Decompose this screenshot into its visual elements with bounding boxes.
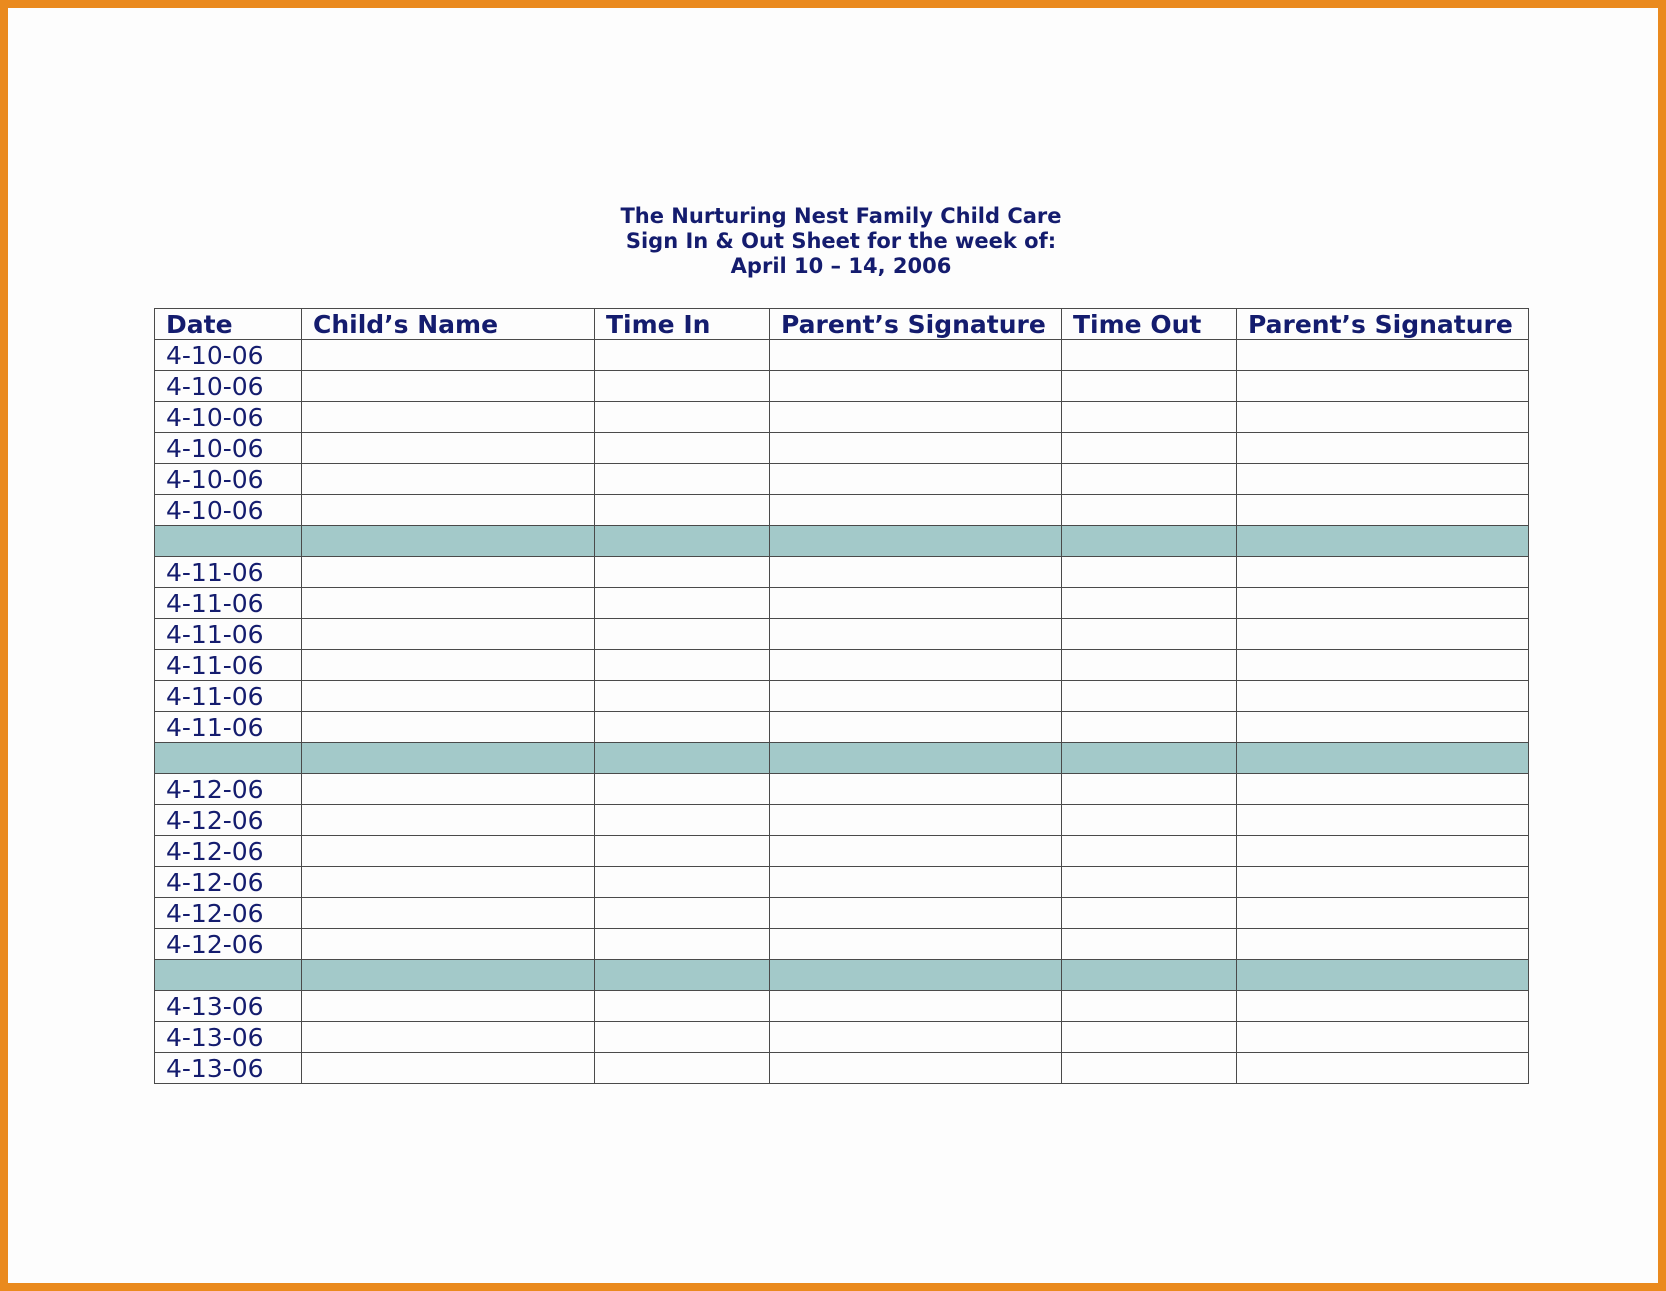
childs-name-cell[interactable] — [302, 402, 595, 433]
childs-name-cell[interactable] — [302, 898, 595, 929]
parent-signature-out-cell[interactable] — [1237, 464, 1529, 495]
childs-name-cell — [302, 960, 595, 991]
column-header-parents-signature-out: Parent’s Signature — [1237, 309, 1529, 340]
table-row — [155, 1022, 1529, 1053]
parent-signature-out-cell — [1237, 526, 1529, 557]
table-row — [155, 464, 1529, 495]
date-cell: 4-13-06 — [155, 1053, 302, 1084]
childs-name-cell[interactable] — [302, 619, 595, 650]
time-out-cell[interactable] — [1062, 402, 1237, 433]
childs-name-cell — [302, 526, 595, 557]
childs-name-cell[interactable] — [302, 712, 595, 743]
parent-signature-out-cell[interactable] — [1237, 557, 1529, 588]
time-out-cell[interactable] — [1062, 774, 1237, 805]
time-out-cell[interactable] — [1062, 929, 1237, 960]
parent-signature-out-cell[interactable] — [1237, 805, 1529, 836]
childs-name-cell[interactable] — [302, 1053, 595, 1084]
time-out-cell[interactable] — [1062, 371, 1237, 402]
parent-signature-out-cell[interactable] — [1237, 681, 1529, 712]
table-row — [155, 867, 1529, 898]
time-out-cell[interactable] — [1062, 712, 1237, 743]
time-out-cell[interactable] — [1062, 681, 1237, 712]
date-cell: 4-11-06 — [155, 650, 302, 681]
time-in-cell — [595, 526, 770, 557]
sign-in-out-table — [154, 308, 1529, 1084]
time-in-cell[interactable] — [595, 619, 770, 650]
parent-signature-out-cell[interactable] — [1237, 867, 1529, 898]
time-out-cell[interactable] — [1062, 1053, 1237, 1084]
time-out-cell[interactable] — [1062, 867, 1237, 898]
time-out-cell[interactable] — [1062, 464, 1237, 495]
time-out-cell[interactable] — [1062, 991, 1237, 1022]
date-cell: 4-12-06 — [155, 898, 302, 929]
childs-name-cell[interactable] — [302, 867, 595, 898]
table-row — [155, 991, 1529, 1022]
time-out-cell[interactable] — [1062, 557, 1237, 588]
date-cell — [155, 526, 302, 557]
childs-name-cell[interactable] — [302, 340, 595, 371]
time-in-cell[interactable] — [595, 588, 770, 619]
title-line-1: The Nurturing Nest Family Child Care — [620, 204, 1062, 228]
time-out-cell — [1062, 960, 1237, 991]
time-in-cell[interactable] — [595, 991, 770, 1022]
parent-signature-in-cell[interactable] — [770, 371, 1062, 402]
time-in-cell[interactable] — [595, 557, 770, 588]
time-in-cell[interactable] — [595, 1022, 770, 1053]
childs-name-cell[interactable] — [302, 991, 595, 1022]
parent-signature-out-cell[interactable] — [1237, 340, 1529, 371]
childs-name-cell — [302, 743, 595, 774]
time-out-cell[interactable] — [1062, 433, 1237, 464]
title-line-3: April 10 – 14, 2006 — [730, 254, 952, 278]
date-cell: 4-13-06 — [155, 1022, 302, 1053]
table-header-row — [155, 309, 1529, 340]
parent-signature-out-cell — [1237, 743, 1529, 774]
date-cell: 4-12-06 — [155, 836, 302, 867]
parent-signature-out-cell[interactable] — [1237, 588, 1529, 619]
parent-signature-out-cell[interactable] — [1237, 402, 1529, 433]
table-row — [155, 681, 1529, 712]
parent-signature-in-cell[interactable] — [770, 1022, 1062, 1053]
time-out-cell[interactable] — [1062, 588, 1237, 619]
table-row — [155, 371, 1529, 402]
parent-signature-in-cell[interactable] — [770, 929, 1062, 960]
title-line-2: Sign In & Out Sheet for the week of: — [625, 229, 1057, 253]
parent-signature-in-cell[interactable] — [770, 681, 1062, 712]
childs-name-cell[interactable] — [302, 774, 595, 805]
parent-signature-in-cell[interactable] — [770, 774, 1062, 805]
table-row — [155, 650, 1529, 681]
column-header-date: Date — [155, 309, 302, 340]
time-in-cell[interactable] — [595, 681, 770, 712]
table-row — [155, 898, 1529, 929]
table-row — [155, 557, 1529, 588]
time-in-cell[interactable] — [595, 1053, 770, 1084]
table-row — [155, 929, 1529, 960]
date-cell — [155, 960, 302, 991]
table-row — [155, 619, 1529, 650]
day-separator-row — [155, 743, 1529, 774]
table-row — [155, 340, 1529, 371]
table-row — [155, 836, 1529, 867]
date-cell — [155, 743, 302, 774]
parent-signature-in-cell[interactable] — [770, 402, 1062, 433]
column-header-childs-name: Child’s Name — [302, 309, 595, 340]
childs-name-cell[interactable] — [302, 681, 595, 712]
time-in-cell[interactable] — [595, 929, 770, 960]
table-row — [155, 433, 1529, 464]
date-cell: 4-10-06 — [155, 495, 302, 526]
parent-signature-out-cell[interactable] — [1237, 371, 1529, 402]
childs-name-cell[interactable] — [302, 836, 595, 867]
table-row — [155, 402, 1529, 433]
parent-signature-out-cell — [1237, 960, 1529, 991]
column-header-time-out: Time Out — [1062, 309, 1237, 340]
childs-name-cell[interactable] — [302, 650, 595, 681]
parent-signature-in-cell — [770, 960, 1062, 991]
parent-signature-out-cell[interactable] — [1237, 774, 1529, 805]
parent-signature-in-cell — [770, 743, 1062, 774]
time-in-cell — [595, 960, 770, 991]
date-cell: 4-11-06 — [155, 557, 302, 588]
date-cell: 4-10-06 — [155, 402, 302, 433]
parent-signature-in-cell — [770, 526, 1062, 557]
table-row — [155, 712, 1529, 743]
time-in-cell[interactable] — [595, 495, 770, 526]
parent-signature-in-cell[interactable] — [770, 495, 1062, 526]
parent-signature-in-cell[interactable] — [770, 1053, 1062, 1084]
parent-signature-in-cell[interactable] — [770, 650, 1062, 681]
date-cell: 4-10-06 — [155, 464, 302, 495]
time-in-cell[interactable] — [595, 402, 770, 433]
table-body — [155, 340, 1529, 1084]
time-out-cell — [1062, 526, 1237, 557]
time-in-cell[interactable] — [595, 371, 770, 402]
parent-signature-in-cell[interactable] — [770, 340, 1062, 371]
parent-signature-out-cell[interactable] — [1237, 495, 1529, 526]
parent-signature-out-cell[interactable] — [1237, 712, 1529, 743]
time-in-cell[interactable] — [595, 867, 770, 898]
parent-signature-in-cell[interactable] — [770, 557, 1062, 588]
parent-signature-in-cell[interactable] — [770, 898, 1062, 929]
parent-signature-out-cell[interactable] — [1237, 433, 1529, 464]
date-cell: 4-10-06 — [155, 371, 302, 402]
parent-signature-in-cell[interactable] — [770, 836, 1062, 867]
parent-signature-out-cell[interactable] — [1237, 836, 1529, 867]
time-out-cell[interactable] — [1062, 650, 1237, 681]
parent-signature-out-cell[interactable] — [1237, 929, 1529, 960]
time-in-cell[interactable] — [595, 433, 770, 464]
day-separator-row — [155, 960, 1529, 991]
date-cell: 4-12-06 — [155, 867, 302, 898]
time-out-cell[interactable] — [1062, 805, 1237, 836]
childs-name-cell[interactable] — [302, 1022, 595, 1053]
parent-signature-in-cell[interactable] — [770, 464, 1062, 495]
time-out-cell[interactable] — [1062, 340, 1237, 371]
column-header-parents-signature-in: Parent’s Signature — [770, 309, 1062, 340]
date-cell: 4-11-06 — [155, 588, 302, 619]
table-row — [155, 774, 1529, 805]
time-in-cell[interactable] — [595, 774, 770, 805]
time-out-cell[interactable] — [1062, 836, 1237, 867]
date-cell: 4-12-06 — [155, 929, 302, 960]
table-row — [155, 805, 1529, 836]
childs-name-cell[interactable] — [302, 433, 595, 464]
date-cell: 4-10-06 — [155, 433, 302, 464]
childs-name-cell[interactable] — [302, 464, 595, 495]
parent-signature-in-cell[interactable] — [770, 619, 1062, 650]
parent-signature-out-cell[interactable] — [1237, 650, 1529, 681]
parent-signature-out-cell[interactable] — [1237, 619, 1529, 650]
date-cell: 4-11-06 — [155, 681, 302, 712]
parent-signature-in-cell[interactable] — [770, 867, 1062, 898]
time-in-cell[interactable] — [595, 340, 770, 371]
childs-name-cell[interactable] — [302, 805, 595, 836]
parent-signature-in-cell[interactable] — [770, 588, 1062, 619]
date-cell: 4-12-06 — [155, 774, 302, 805]
time-out-cell[interactable] — [1062, 898, 1237, 929]
table-row — [155, 495, 1529, 526]
childs-name-cell[interactable] — [302, 495, 595, 526]
time-in-cell[interactable] — [595, 805, 770, 836]
parent-signature-out-cell[interactable] — [1237, 1022, 1529, 1053]
time-out-cell[interactable] — [1062, 619, 1237, 650]
time-in-cell — [595, 743, 770, 774]
parent-signature-out-cell[interactable] — [1237, 898, 1529, 929]
table-row — [155, 1053, 1529, 1084]
childs-name-cell[interactable] — [302, 557, 595, 588]
date-cell: 4-11-06 — [155, 619, 302, 650]
time-in-cell[interactable] — [595, 712, 770, 743]
childs-name-cell[interactable] — [302, 929, 595, 960]
day-separator-row — [155, 526, 1529, 557]
time-out-cell[interactable] — [1062, 1022, 1237, 1053]
time-in-cell[interactable] — [595, 898, 770, 929]
childs-name-cell[interactable] — [302, 588, 595, 619]
time-in-cell[interactable] — [595, 650, 770, 681]
time-out-cell[interactable] — [1062, 495, 1237, 526]
sheet-title — [8, 204, 1666, 279]
time-in-cell[interactable] — [595, 836, 770, 867]
date-cell: 4-10-06 — [155, 340, 302, 371]
parent-signature-in-cell[interactable] — [770, 433, 1062, 464]
date-cell: 4-13-06 — [155, 991, 302, 1022]
table-row — [155, 588, 1529, 619]
parent-signature-in-cell[interactable] — [770, 712, 1062, 743]
time-in-cell[interactable] — [595, 464, 770, 495]
date-cell: 4-12-06 — [155, 805, 302, 836]
parent-signature-out-cell[interactable] — [1237, 1053, 1529, 1084]
parent-signature-in-cell[interactable] — [770, 805, 1062, 836]
time-out-cell — [1062, 743, 1237, 774]
date-cell: 4-11-06 — [155, 712, 302, 743]
parent-signature-in-cell[interactable] — [770, 991, 1062, 1022]
parent-signature-out-cell[interactable] — [1237, 991, 1529, 1022]
column-header-time-in: Time In — [595, 309, 770, 340]
childs-name-cell[interactable] — [302, 371, 595, 402]
